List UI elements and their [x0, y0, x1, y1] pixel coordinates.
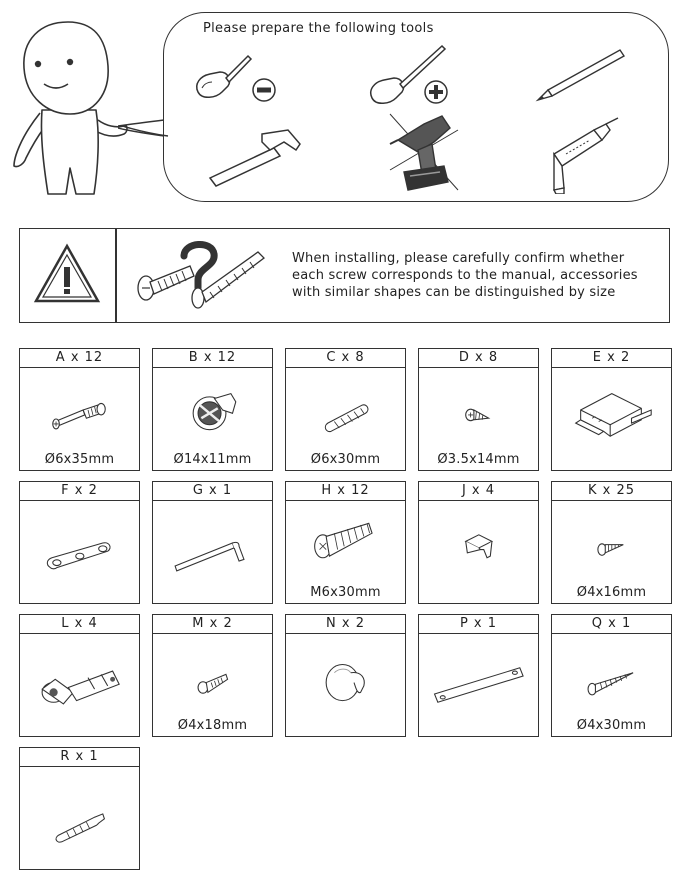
part-k — [551, 481, 672, 604]
part-label: M x 2 — [153, 615, 272, 634]
part-label: R x 1 — [20, 748, 139, 767]
electric-screwdriver-icon — [544, 114, 624, 194]
part-label: E x 2 — [552, 349, 671, 368]
part-m — [152, 614, 273, 737]
long-screw-icon — [552, 635, 670, 717]
part-label: A x 12 — [20, 349, 139, 368]
cam-lock-icon — [153, 369, 271, 451]
warning-line-2: each screw corresponds to the manual, accessories — [292, 268, 638, 283]
hammer-icon — [200, 122, 310, 192]
mascot-figure — [10, 18, 170, 198]
short-screw-icon — [419, 369, 537, 451]
part-size: Ø3.5x14mm — [437, 452, 520, 467]
wall-anchor-icon — [20, 768, 138, 850]
part-label: Q x 1 — [552, 615, 671, 634]
phillips-screwdriver-icon — [364, 40, 460, 110]
part-label: H x 12 — [286, 482, 405, 501]
part-size: Ø6x30mm — [310, 452, 381, 467]
screw-16-icon — [552, 502, 670, 584]
part-j — [418, 481, 539, 604]
part-size: Ø14x11mm — [173, 452, 252, 467]
pencil-icon — [534, 44, 630, 104]
part-r — [19, 747, 140, 870]
flathead-screwdriver-icon — [188, 50, 280, 110]
part-p — [418, 614, 539, 737]
warning-line-3: with similar shapes can be distinguished by size — [292, 285, 616, 300]
shelf-pin-icon — [419, 502, 537, 584]
screw-18-icon — [153, 635, 271, 717]
connector-plate-icon — [20, 502, 138, 584]
part-f — [19, 481, 140, 604]
part-label: G x 1 — [153, 482, 272, 501]
part-label: D x 8 — [419, 349, 538, 368]
part-size: M6x30mm — [310, 585, 381, 600]
warning-line-1: When installing, please carefully confirm whether — [292, 251, 625, 266]
warning-divider — [115, 228, 117, 323]
part-label: J x 4 — [419, 482, 538, 501]
knob-icon — [286, 635, 404, 717]
bubble-tail — [118, 118, 168, 138]
wood-dowel-icon — [286, 369, 404, 451]
part-size: Ø4x30mm — [576, 718, 647, 733]
part-label: K x 25 — [552, 482, 671, 501]
cam-bolt-icon — [20, 369, 138, 451]
screw-question-icon — [132, 236, 272, 316]
part-q — [551, 614, 672, 737]
warning-text — [292, 250, 662, 301]
part-label: N x 2 — [286, 615, 405, 634]
part-c — [285, 348, 406, 471]
part-size: Ø4x16mm — [576, 585, 647, 600]
cordless-drill-icon — [384, 110, 464, 196]
part-g — [152, 481, 273, 604]
part-e — [551, 348, 672, 471]
part-size: Ø6x35mm — [44, 452, 115, 467]
anti-tip-strap-icon — [419, 635, 537, 717]
part-label: B x 12 — [153, 349, 272, 368]
warning-triangle-icon — [33, 243, 101, 305]
part-label: P x 1 — [419, 615, 538, 634]
part-n — [285, 614, 406, 737]
part-label: L x 4 — [20, 615, 139, 634]
part-label: F x 2 — [20, 482, 139, 501]
part-h — [285, 481, 406, 604]
part-d — [418, 348, 539, 471]
hinge-icon — [20, 635, 138, 717]
part-size: Ø4x18mm — [177, 718, 248, 733]
magnetic-catch-icon — [552, 369, 670, 451]
machine-bolt-icon — [286, 502, 404, 584]
part-b — [152, 348, 273, 471]
tools-title: Please prepare the following tools — [203, 21, 434, 36]
part-l — [19, 614, 140, 737]
part-label: C x 8 — [286, 349, 405, 368]
part-a — [19, 348, 140, 471]
allen-key-icon — [153, 502, 271, 584]
